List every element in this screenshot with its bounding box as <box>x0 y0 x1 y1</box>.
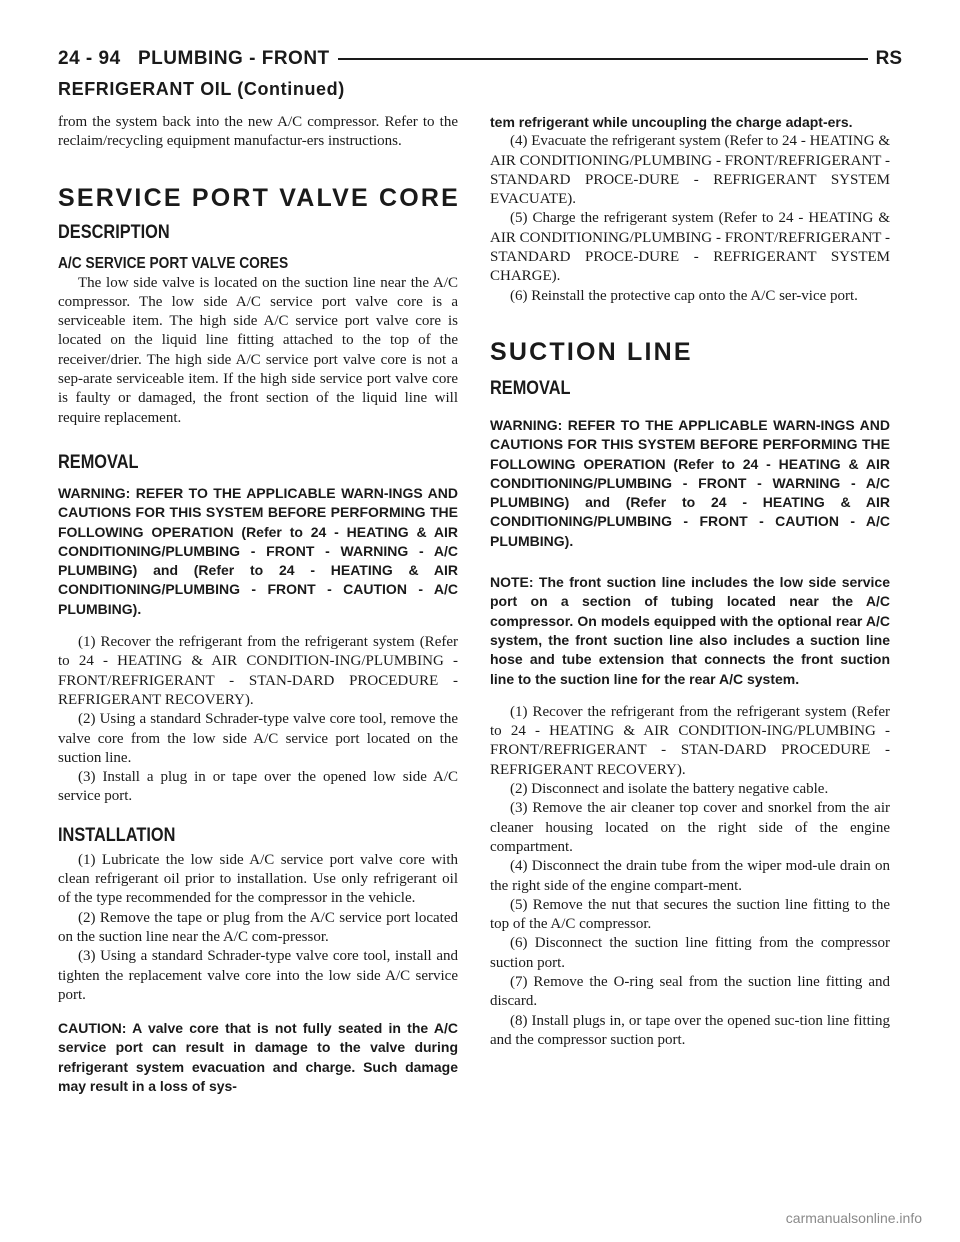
left-column <box>58 113 461 1096</box>
removal-heading: REMOVAL <box>58 451 139 473</box>
suction-removal-heading: REMOVAL <box>490 377 571 399</box>
suction-removal-warning: WARNING: REFER TO THE APPLICABLE WARN-INGS AND CAUTIONS FOR THIS SYSTEM BEFORE PERFORMING THE FOLLOWING OPERATION (Refer to 24 - HEATING & AIR CONDITIONING/PLUMBING - FRONT - WARNING - A/C PLUMBING) and (Refer to 24 - HEATING & AIR CONDITIONING/PLUMBING - FRONT - CAUTION - A/C PLUMBING). <box>490 416 890 549</box>
suction-removal-step: (8) Install plugs in, or tape over the opened suc-tion line fitting and the compressor suction port. <box>490 1012 890 1048</box>
section-title-service-port: SERVICE PORT VALVE CORE <box>58 183 461 212</box>
removal-step: (3) Install a plug in or tape over the opened low side A/C service port. <box>58 769 458 805</box>
valve-cores-heading: A/C SERVICE PORT VALVE CORES <box>58 254 289 272</box>
installation-step: (1) Lubricate the low side A/C service port valve core with clean refrigerant oil prior to installation. Use only refrigerant oil of the type recommended for the compressor in the vehicle. <box>58 851 458 907</box>
installation-step: (3) Using a standard Schrader-type valve core tool, install and tighten the replacement valve core into the low side A/C service port. <box>58 948 458 1003</box>
description-heading: DESCRIPTION <box>58 221 170 243</box>
caution-text: CAUTION: A valve core that is not fully seated in the A/C service port can result in damage to the valve during refrigerant system evacuation and charge. Such damage may result in a loss of sys- <box>58 1020 458 1094</box>
suction-removal-step: (4) Disconnect the drain tube from the wiper mod-ule drain on the right side of the engine compart-ment. <box>490 858 890 894</box>
watermark: carmanualsonline.info <box>785 1210 922 1226</box>
suction-removal-step: (5) Remove the nut that secures the suction line fitting to the top of the A/C compressor. <box>490 896 890 933</box>
removal-step: (1) Recover the refrigerant from the refrigerant system (Refer to 24 - HEATING & AIR CONDITION-ING/PLUMBING - FRONT/REFRIGERANT - STAN-DARD PROCEDURE - REFRIGERANT RECOVERY). <box>58 634 458 708</box>
installation-step: (2) Remove the tape or plug from the A/C service port located on the suction line near the A/C com-pressor. <box>58 909 458 945</box>
removal-warning: WARNING: REFER TO THE APPLICABLE WARN-INGS AND CAUTIONS FOR THIS SYSTEM BEFORE PERFORMING THE FOLLOWING OPERATION (Refer to 24 - HEATING & AIR CONDITIONING/PLUMBING - FRONT - WARNING - A/C PLUMBING) and (Refer to 24 - HEATING & AIR CONDITIONING/PLUMBING - FRONT - CAUTION - A/C PLUMBING). <box>58 484 458 617</box>
intro-paragraph: from the system back into the new A/C compressor. Refer to the reclaim/recycling equipment manufactur-ers instructions. <box>58 114 458 150</box>
section-title-suction-line: SUCTION LINE <box>490 337 693 366</box>
continued-title: REFRIGERANT OIL (Continued) <box>58 79 345 99</box>
page-header <box>58 48 902 72</box>
caution-continued: tem refrigerant while uncoupling the charge adapt-ers. <box>490 114 853 130</box>
page-number-section: 24 - 94 PLUMBING - FRONT <box>58 48 338 70</box>
model-code: RS <box>868 48 902 70</box>
suction-removal-step: (7) Remove the O-ring seal from the suction line fitting and discard. <box>490 973 890 1010</box>
suction-note: NOTE: The front suction line includes the low side service port on a section of tubing located near the A/C compressor. On models equipped with the optional rear A/C system, the front suction line also includes a suction line hose and tube extension that connects the front suction line to the suction line for the rear A/C system. <box>490 574 890 687</box>
suction-removal-step: (3) Remove the air cleaner top cover and snorkel from the air cleaner housing located on the right side of the engine compartment. <box>490 800 890 855</box>
valve-cores-paragraph: The low side valve is located on the suction line near the A/C compressor. The low side A/C service port valve core is a serviceable item. The high side A/C service port valve core is located on the liquid line fitting attached to the top of the receiver/drier. The high side A/C service port valve core is not a sep-arate serviceable item. If the high side service port valve core is faulty or damaged, the front section of the liquid line will require replacement. <box>58 274 458 426</box>
installation-step: (5) Charge the refrigerant system (Refer to 24 - HEATING & AIR CONDITIONING/PLUMBING - FRONT/REFRIGERANT - STANDARD PROCE-DURE - REFRIGERANT SYSTEM CHARGE). <box>490 210 890 285</box>
installation-heading: INSTALLATION <box>58 824 176 846</box>
installation-step: (6) Reinstall the protective cap onto the A/C ser-vice port. <box>510 287 858 304</box>
suction-removal-step: (6) Disconnect the suction line fitting from the compressor suction port. <box>490 935 890 971</box>
suction-removal-step: (1) Recover the refrigerant from the refrigerant system (Refer to 24 - HEATING & AIR CONDITION-ING/PLUMBING - FRONT/REFRIGERANT - STAN-DARD PROCEDURE - REFRIGERANT RECOVERY). <box>490 703 890 778</box>
right-column <box>490 113 890 1050</box>
installation-step: (4) Evacuate the refrigerant system (Refer to 24 - HEATING & AIR CONDITIONING/PLUMBING - FRONT/REFRIGERANT - STANDARD PROCE-DURE - REFRIGERANT SYSTEM EVACUATE). <box>490 133 890 208</box>
suction-removal-step: (2) Disconnect and isolate the battery negative cable. <box>510 781 829 798</box>
removal-step: (2) Using a standard Schrader-type valve core tool, remove the valve core from the low side A/C service port located on the suction line. <box>58 711 458 766</box>
